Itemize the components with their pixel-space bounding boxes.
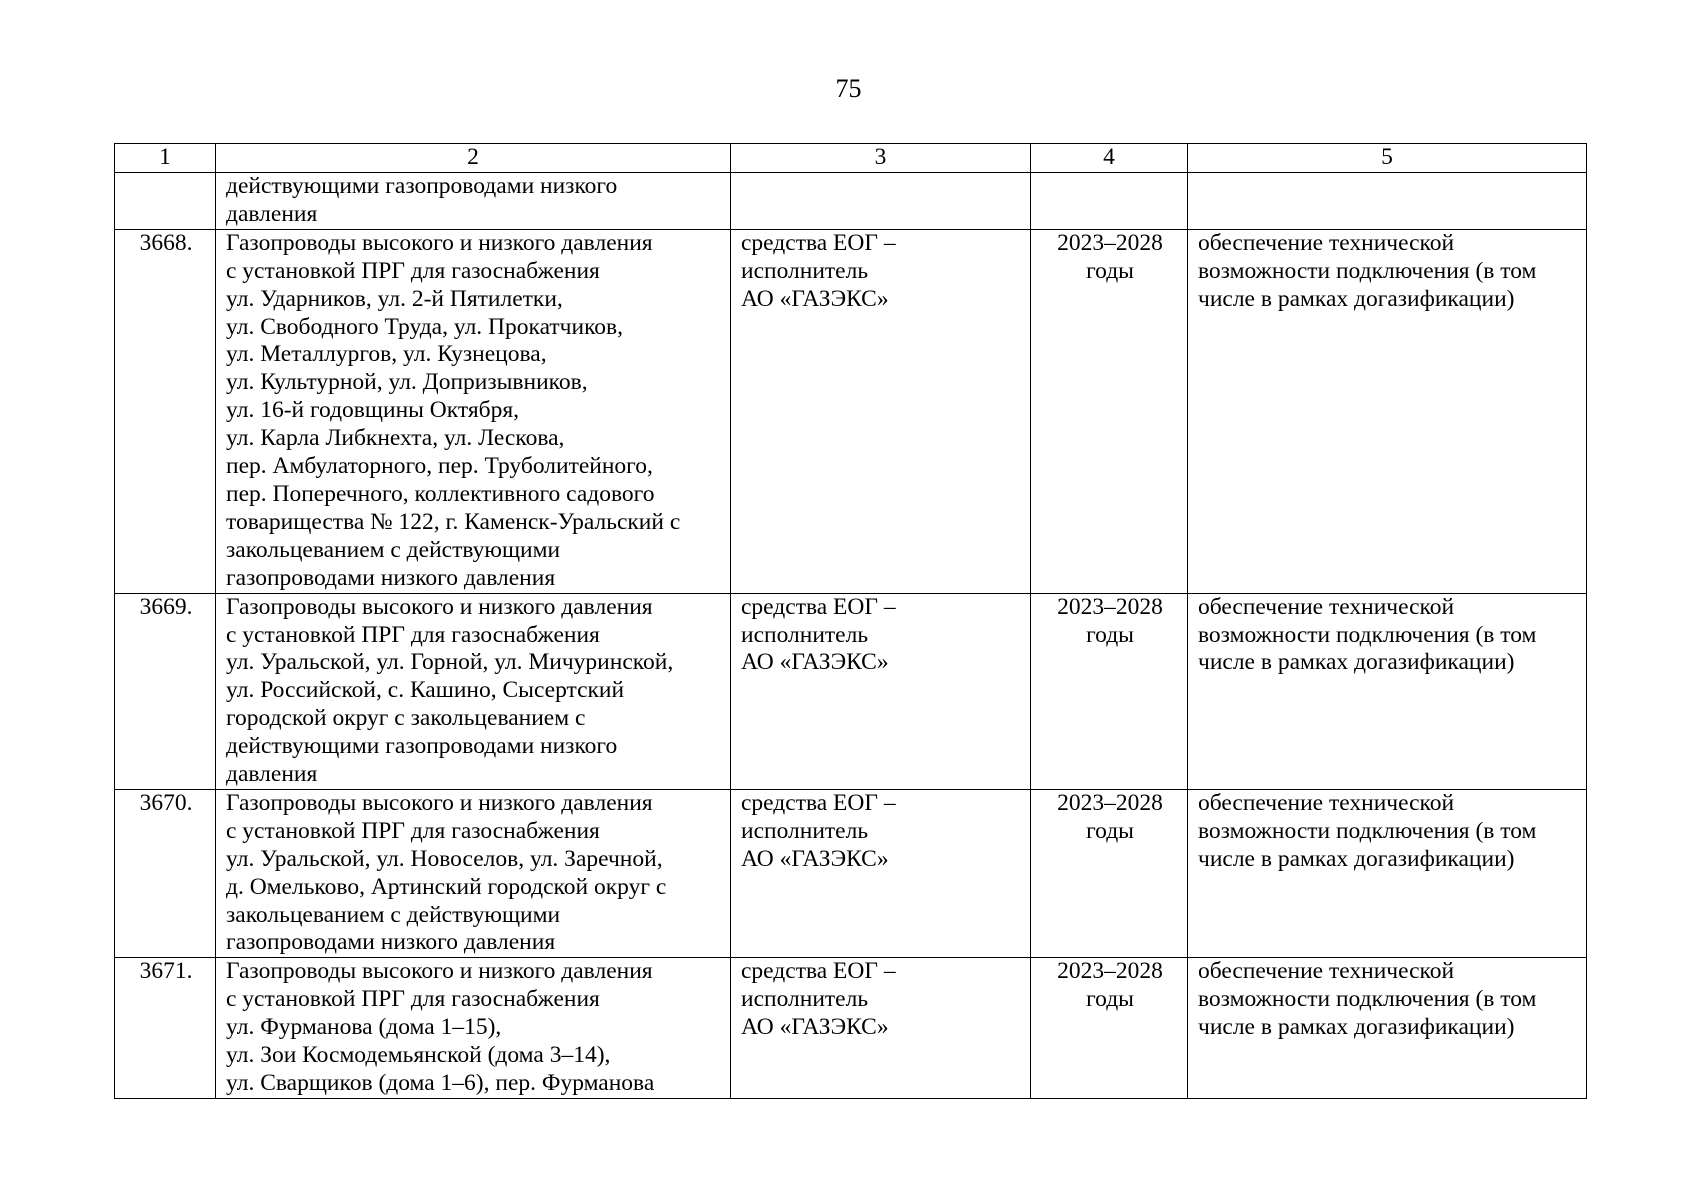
purpose-cell: обеспечение технической возможности подключения (в том числе в рамках догазификации) (1188, 789, 1587, 957)
table-row (115, 593, 1587, 789)
purpose-cell: обеспечение технической возможности подключения (в том числе в рамках догазификации) (1188, 593, 1587, 789)
source-cell: средства ЕОГ – исполнитель АО «ГАЗЭКС» (731, 229, 1031, 593)
purpose-cell: обеспечение технической возможности подключения (в том числе в рамках догазификации) (1188, 229, 1587, 593)
purpose-cell: обеспечение технической возможности подключения (в том числе в рамках догазификации) (1188, 958, 1587, 1099)
description-cell: Газопроводы высокого и низкого давления с установкой ПРГ для газоснабжения ул. Уральской, ул. Горной, ул. Мичуринской, ул. Российской, с. Кашино, Сысертский городской округ с закольцеванием с действующими газопроводами низкого давления (216, 593, 731, 789)
table-row (115, 789, 1587, 957)
row-number-cell: 3670. (115, 789, 216, 957)
period-cell: 2023–2028 годы (1031, 789, 1188, 957)
row-number-cell: 3671. (115, 958, 216, 1099)
source-cell: средства ЕОГ – исполнитель АО «ГАЗЭКС» (731, 958, 1031, 1099)
period-cell (1031, 173, 1188, 230)
column-header: 3 (731, 144, 1031, 173)
row-number-cell (115, 173, 216, 230)
column-header: 4 (1031, 144, 1188, 173)
row-number-cell: 3668. (115, 229, 216, 593)
table-row (115, 958, 1587, 1099)
description-cell: действующими газопроводами низкого давления (216, 173, 731, 230)
table-row-continuation (115, 173, 1587, 230)
purpose-cell (1188, 173, 1587, 230)
period-cell: 2023–2028 годы (1031, 958, 1188, 1099)
period-cell: 2023–2028 годы (1031, 229, 1188, 593)
row-number-cell: 3669. (115, 593, 216, 789)
column-header: 1 (115, 144, 216, 173)
source-cell: средства ЕОГ – исполнитель АО «ГАЗЭКС» (731, 789, 1031, 957)
column-header: 5 (1188, 144, 1587, 173)
table-row (115, 229, 1587, 593)
source-cell (731, 173, 1031, 230)
period-cell: 2023–2028 годы (1031, 593, 1188, 789)
source-cell: средства ЕОГ – исполнитель АО «ГАЗЭКС» (731, 593, 1031, 789)
description-cell: Газопроводы высокого и низкого давления с установкой ПРГ для газоснабжения ул. Уральской, ул. Новоселов, ул. Заречной, д. Омельково, Артинский городской округ с закольцеванием с действующими газопроводами низкого давления (216, 789, 731, 957)
table-header-row (115, 144, 1587, 173)
column-header: 2 (216, 144, 731, 173)
program-table (114, 143, 1587, 1099)
page-number: 75 (835, 74, 862, 103)
description-cell: Газопроводы высокого и низкого давления с установкой ПРГ для газоснабжения ул. Фурманова (дома 1–15), ул. Зои Космодемьянской (дома 3–14), ул. Сварщиков (дома 1–6), пер. Фурманова (216, 958, 731, 1099)
description-cell: Газопроводы высокого и низкого давления с установкой ПРГ для газоснабжения ул. Ударников, ул. 2-й Пятилетки, ул. Свободного Труда, ул. Прокатчиков, ул. Металлургов, ул. Кузнецова, ул. Культурной, ул. Допризывников, ул. 16-й годовщины Октября, ул. Карла Либкнехта, ул. Лескова, пер. Амбулаторного, пер. Труболитейного, пер. Поперечного, коллективного садового товарищества № 122, г. Каменск-Уральский с закольцеванием с действующими газопроводами низкого давления (216, 229, 731, 593)
